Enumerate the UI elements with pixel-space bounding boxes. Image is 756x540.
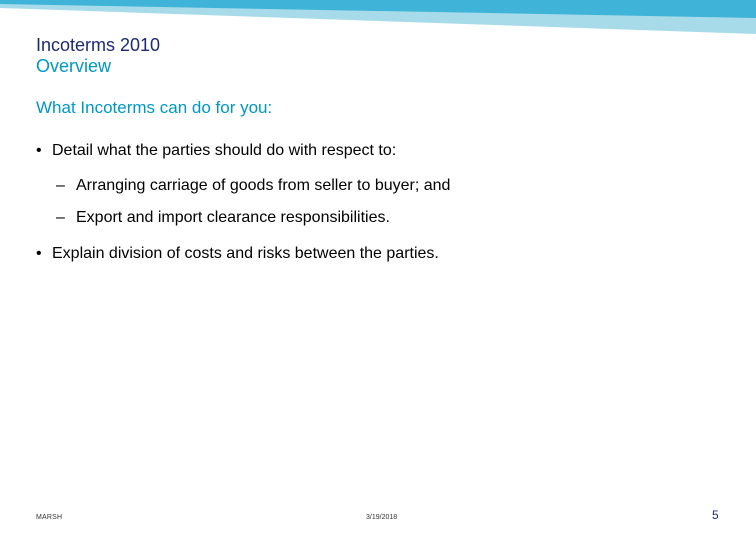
sub-bullet-item-1 — [56, 176, 450, 196]
page-number: 5 — [712, 508, 719, 522]
sub-bullet-text: Export and import clearance responsibilities. — [76, 209, 390, 226]
bullet-item-1 — [36, 141, 396, 161]
section-heading: What Incoterms can do for you: — [36, 98, 273, 117]
bullet-item-2 — [36, 244, 439, 264]
bullet-text: Explain division of costs and risks between the parties. — [52, 245, 439, 262]
bullet-mark: • — [36, 245, 42, 262]
footer-brand: MARSH — [36, 514, 63, 521]
dash-mark: – — [56, 177, 65, 194]
bullet-text: Detail what the parties should do with respect to: — [52, 142, 397, 159]
dash-mark: – — [56, 209, 65, 226]
slide-subtitle-line: Overview — [36, 56, 112, 76]
footer-date: 3/19/2018 — [366, 514, 398, 521]
sub-bullet-text: Arranging carriage of goods from seller to buyer; and — [76, 177, 451, 194]
slide-title: Incoterms 2010 — [36, 35, 161, 55]
sub-bullet-item-2 — [56, 208, 390, 228]
slide-title-block — [36, 35, 160, 77]
header-band — [0, 0, 756, 36]
bullet-mark: • — [36, 142, 42, 159]
